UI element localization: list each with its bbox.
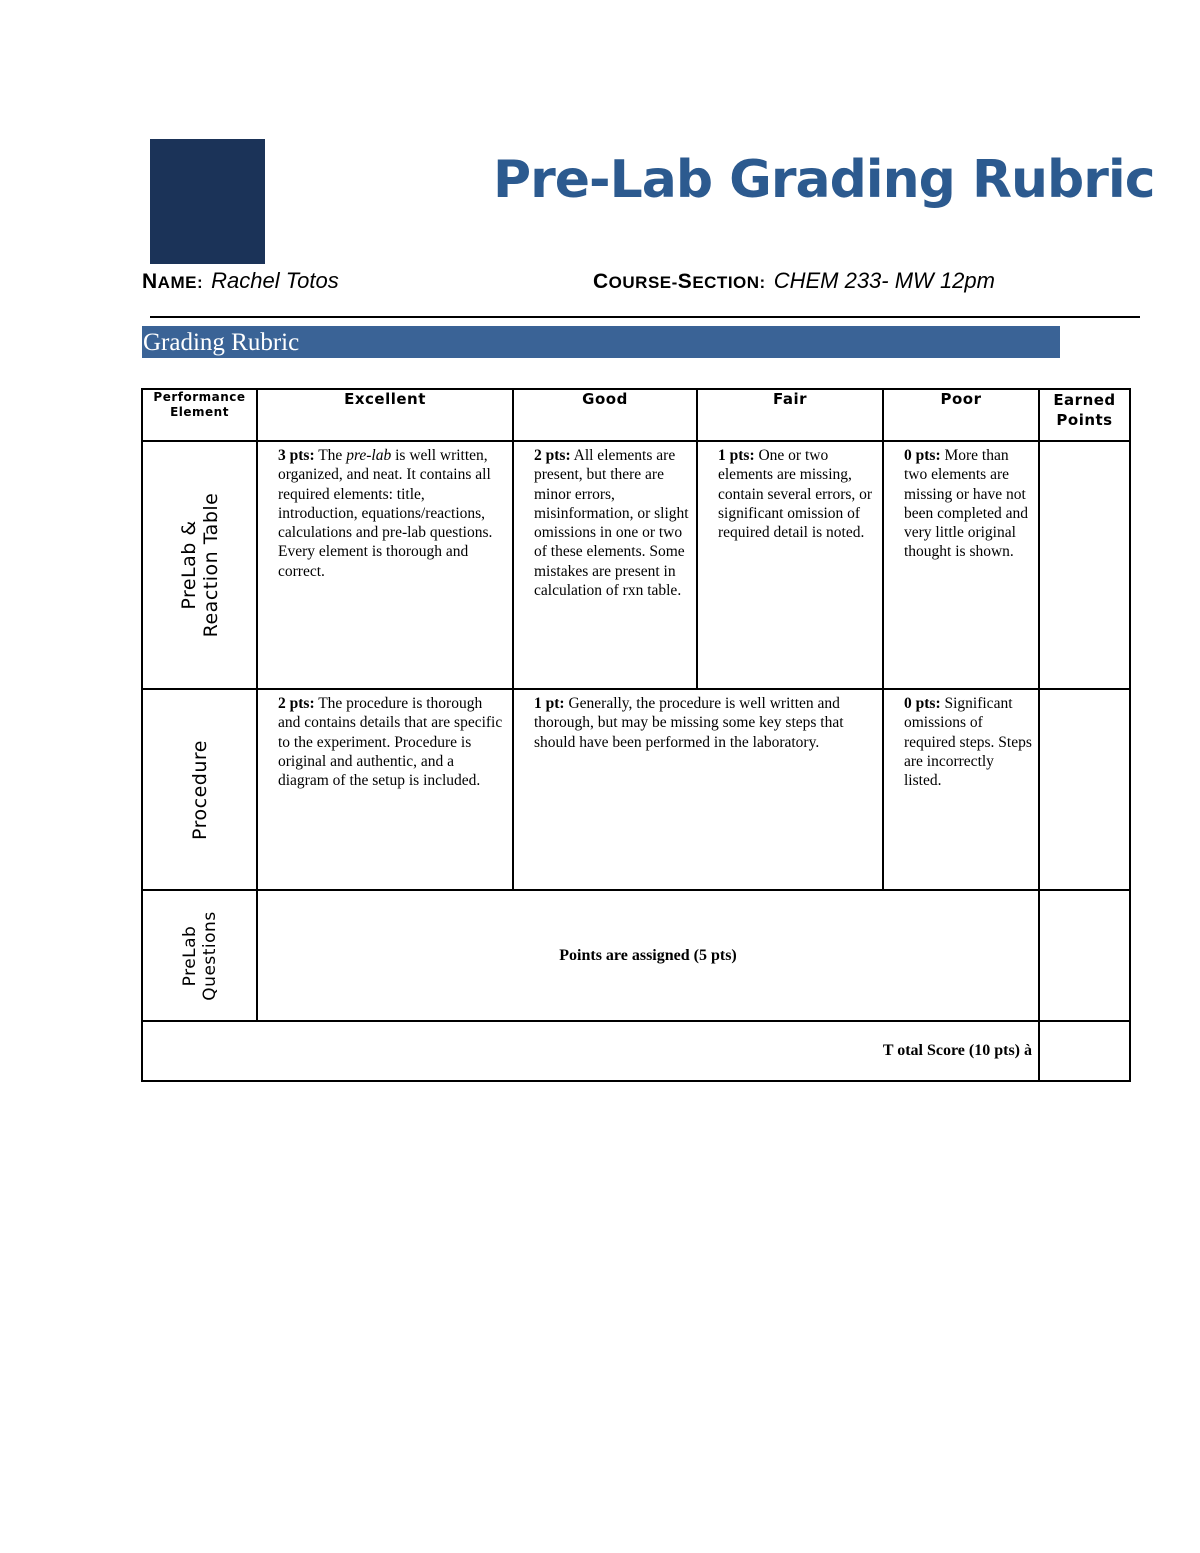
row-label-cell bbox=[142, 890, 257, 1021]
cell-excellent: 3 pts: The pre-lab is well written, organized, and neat. It contains all required elements: title, introduction, equations/reactions, calculations and pre-lab questions. Every element is thorough and correct. bbox=[257, 441, 513, 689]
cell-earned-points[interactable] bbox=[1039, 890, 1130, 1021]
header-performance-element: Performance Element bbox=[142, 389, 257, 441]
row-prelab-questions bbox=[142, 890, 1130, 1021]
row-label-prelab-questions: PreLab Questions bbox=[179, 910, 220, 1001]
header-poor: Poor bbox=[883, 389, 1039, 441]
row-label-cell bbox=[142, 689, 257, 890]
cell-earned-points[interactable] bbox=[1039, 441, 1130, 689]
header-earned-points: Earned Points bbox=[1039, 389, 1130, 441]
header-fair: Fair bbox=[697, 389, 883, 441]
course-section-row bbox=[593, 268, 995, 294]
name-value: Rachel Totos bbox=[211, 268, 339, 293]
cell-points-assigned: Points are assigned (5 pts) bbox=[257, 890, 1039, 1021]
header-excellent: Excellent bbox=[257, 389, 513, 441]
cell-poor: 0 pts: More than two elements are missing or have not been completed and very little original thought is shown. bbox=[883, 441, 1039, 689]
cell-fair: 1 pts: One or two elements are missing, contain several errors, or significant omission of required detail is noted. bbox=[697, 441, 883, 689]
row-label-prelab-reaction: PreLab & Reaction Table bbox=[177, 492, 222, 638]
section-heading: Grading Rubric bbox=[142, 326, 1060, 358]
row-prelab-reaction-table bbox=[142, 441, 1130, 689]
row-procedure bbox=[142, 689, 1130, 890]
cell-good: 2 pts: All elements are present, but there are minor errors, misinformation, or slight omissions in one or two of these elements. Some mistakes are present in calculation of rxn table. bbox=[513, 441, 697, 689]
header-good: Good bbox=[513, 389, 697, 441]
logo-block bbox=[150, 139, 265, 264]
page-title: Pre-Lab Grading Rubric bbox=[493, 150, 1155, 210]
cell-total-earned[interactable] bbox=[1039, 1021, 1130, 1081]
rubric-table bbox=[141, 388, 1131, 1082]
row-total bbox=[142, 1021, 1130, 1081]
header-row bbox=[142, 389, 1130, 441]
course-section-label: COURSE-SECTION: bbox=[593, 270, 766, 293]
cell-earned-points[interactable] bbox=[1039, 689, 1130, 890]
cell-excellent: 2 pts: The procedure is thorough and contains details that are specific to the experiment. Procedure is original and authentic, and a diagram of the setup is included. bbox=[257, 689, 513, 890]
row-label-procedure: Procedure bbox=[188, 739, 211, 840]
cell-good-fair: 1 pt: Generally, the procedure is well written and thorough, but may be missing some key steps that should have been performed in the laboratory. bbox=[513, 689, 883, 890]
row-label-cell bbox=[142, 441, 257, 689]
total-score-label: T otal Score (10 pts) à bbox=[142, 1021, 1039, 1081]
name-row bbox=[142, 268, 339, 294]
cell-poor: 0 pts: Significant omissions of required steps. Steps are incorrectly listed. bbox=[883, 689, 1039, 890]
header-divider bbox=[150, 316, 1140, 318]
name-label: NAME: bbox=[142, 270, 204, 293]
course-section-value: CHEM 233- MW 12pm bbox=[773, 268, 995, 293]
